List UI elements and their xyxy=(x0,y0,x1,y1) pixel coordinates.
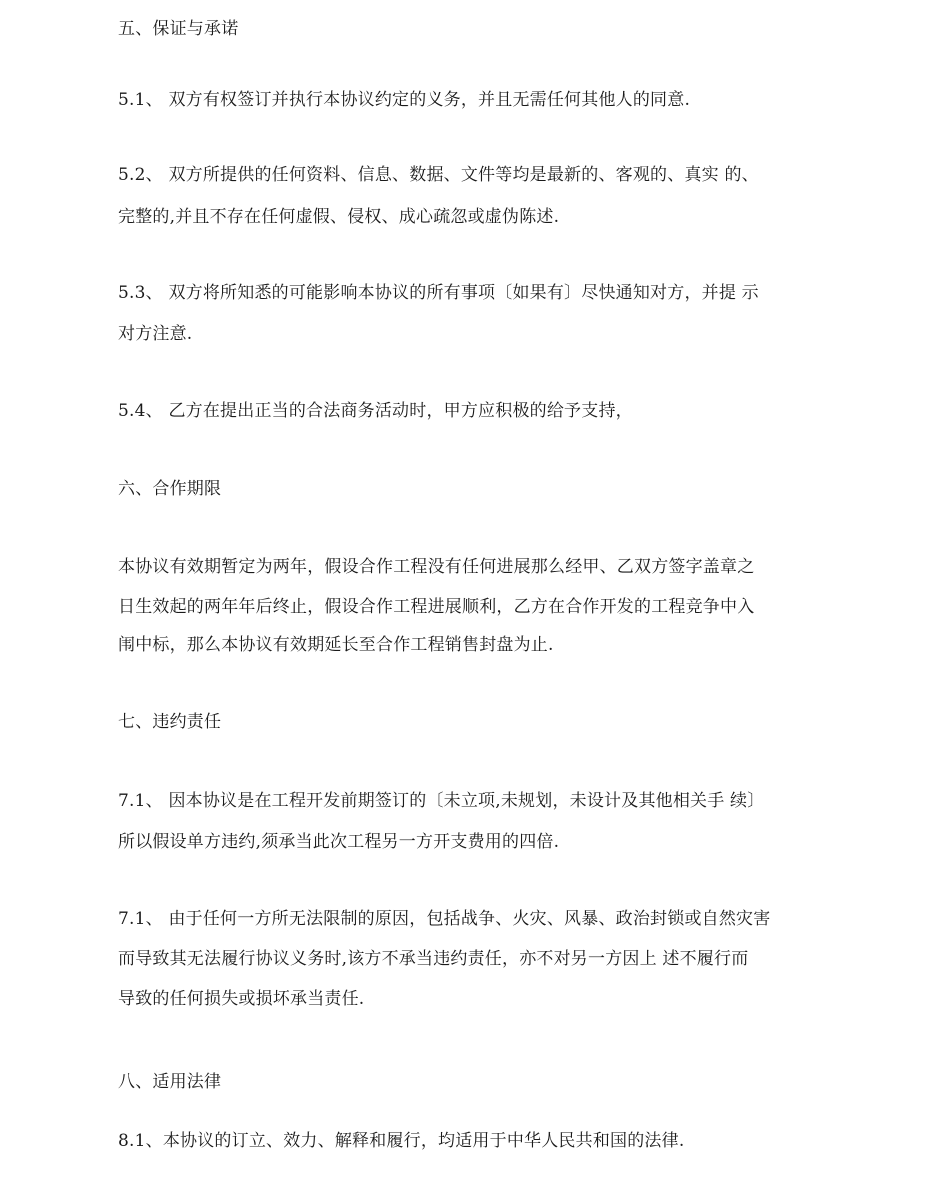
section-heading: 八、适用法律 xyxy=(118,1072,222,1092)
paragraph-line: 7.1、 由于任何一方所无法限制的原因，包括战争、火灾、风暴、政治封锁或自然灾害 xyxy=(118,909,771,929)
paragraph-line: 对方注意. xyxy=(118,324,193,344)
paragraph-line: 日生效起的两年年后终止，假设合作工程进展顺利，乙方在合作开发的工程竞争中入 xyxy=(118,597,755,617)
paragraph-line: 本协议有效期暂定为两年，假设合作工程没有任何进展那么经甲、乙双方签字盖章之 xyxy=(118,557,755,577)
paragraph-line: 5.3、 双方将所知悉的可能影响本协议的所有事项〔如果有〕尽快通知对方，并提 示 xyxy=(118,283,759,303)
section-heading: 五、保证与承诺 xyxy=(118,19,239,39)
paragraph-line: 闱中标，那么本协议有效期延长至合作工程销售封盘为止. xyxy=(118,635,554,655)
section-heading: 七、违约责任 xyxy=(118,712,222,732)
paragraph-line: 5.4、 乙方在提出正当的合法商务活动时，甲方应积极的给予支持， xyxy=(118,401,633,421)
paragraph-line: 所以假设单方违约,须承当此次工程另一方开支费用的四倍. xyxy=(118,832,560,852)
section-heading: 六、合作期限 xyxy=(118,479,222,499)
paragraph-line: 5.2、 双方所提供的任何资料、信息、数据、文件等均是最新的、客观的、真实 的、 xyxy=(118,165,759,185)
paragraph-line: 完整的,并且不存在任何虚假、侵权、成心疏忽或虚伪陈述. xyxy=(118,207,560,227)
paragraph-line: 导致的任何损失或损坏承当责任. xyxy=(118,989,365,1009)
paragraph-line: 8.1、本协议的订立、效力、解释和履行，均适用于中华人民共和国的法律. xyxy=(118,1131,685,1151)
paragraph-line: 7.1、 因本协议是在工程开发前期签订的〔未立项,未规划，未设计及其他相关手 续〕 xyxy=(118,791,765,811)
paragraph-line: 而导致其无法履行协议义务时,该方不承当违约责任，亦不对另一方因上 述不履行而 xyxy=(118,949,749,969)
paragraph-line: 5.1、 双方有权签订并执行本协议约定的义务，并且无需任何其他人的同意. xyxy=(118,90,691,110)
